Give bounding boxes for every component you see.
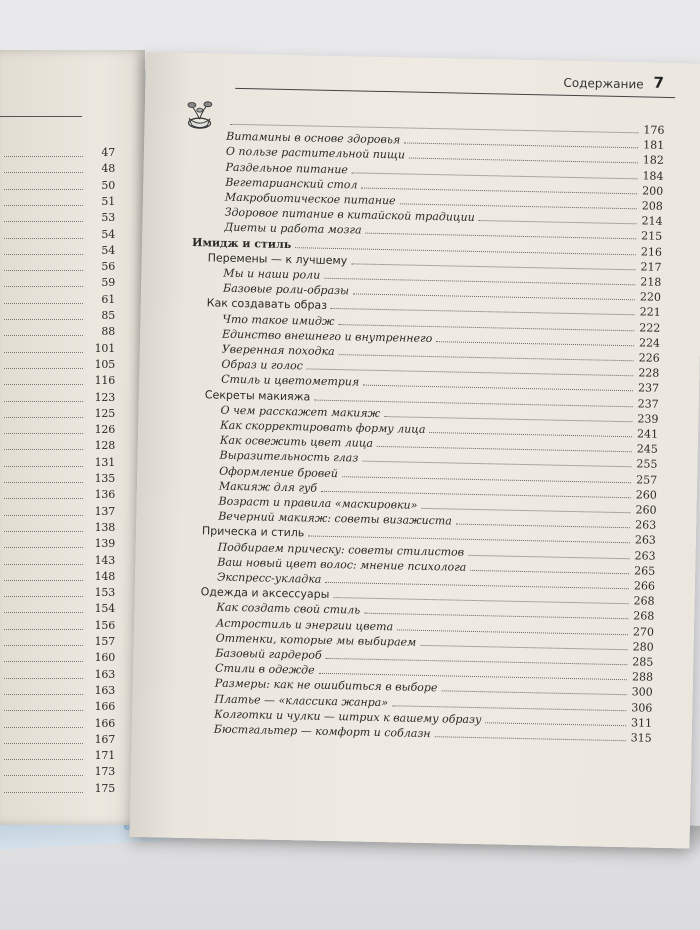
toc-entry-title: Стиль и цветометрия [221,373,360,389]
left-page-number: 173 [94,765,115,779]
left-page-number: 156 [94,618,115,632]
left-page-number: 137 [94,504,115,518]
toc-entry-page: 285 [632,655,654,669]
left-page-number: 153 [94,586,115,600]
toc-entry-page: 241 [636,427,659,441]
left-leader-dots [4,368,83,369]
left-page-number: 47 [101,146,115,159]
toc-entry-page: 208 [641,199,664,213]
toc-entry-title: Здоровое питание в китайской традиции [224,205,475,225]
left-leader-dots [4,172,83,173]
left-leader-dots [4,254,83,255]
toc-entry-page: 220 [639,290,662,305]
toc-entry-title: Единство внешнего и внутреннего [221,327,433,345]
toc-entry-title: Прическа и стиль [201,524,305,540]
toc-entry-title: Астростиль и энергии цвета [215,616,394,633]
toc-entry-page: 215 [641,229,663,244]
toc-entry-title: Перемены — к лучшему [207,251,348,268]
toc-entry-page: 181 [643,138,665,153]
toc-entry-page: 255 [636,457,658,472]
left-page-number: 148 [94,569,115,583]
left-page-number: 88 [101,325,115,339]
left-page-number: 56 [101,260,115,274]
left-leader-dots [4,238,83,239]
page-number: 7 [653,73,665,92]
toc-entry-title: Секреты макияжа [204,387,311,404]
left-page-number: 61 [101,292,115,306]
left-leader-dots [4,189,83,190]
toc-entry-title: Мы и наши роли [223,266,321,282]
toc-entry-page: 300 [631,685,653,700]
toc-entry-title: Базовый гардероб [215,646,322,662]
toc-entry-page: 263 [634,548,656,563]
toc-entry-page: 239 [637,412,659,426]
toc-entry-page: 268 [633,609,655,624]
toc-entry-page: 288 [631,670,654,684]
left-leader-dots [4,466,83,467]
toc-entry-title: Выразительность глаз [219,449,359,465]
toc-entry-title: Имидж и стиль [191,235,292,251]
left-leader-dots [4,449,83,450]
toc-entry-title: Как создавать образ [206,296,328,313]
toc-entry-page: 218 [640,275,662,289]
toc-entry-title: Возраст и правила «маскировки» [218,494,418,512]
left-leader-dots [4,221,83,222]
left-page-number: 167 [94,732,115,746]
left-leader-dots [4,417,83,418]
left-page-number: 163 [94,683,115,697]
left-leader-dots [4,515,83,516]
toc-entry-title: Размеры: как не ошибиться в выборе [214,676,438,695]
toc-entry-title: Вегетарианский стол [225,175,358,192]
left-leader-dots [4,335,83,336]
left-leader-dots [4,775,83,776]
left-page-number: 143 [94,553,115,567]
left-leader-dots [4,759,83,760]
toc-entry-page: 237 [637,381,660,396]
toc-entry-page: 226 [638,351,660,365]
left-page-number: 139 [94,537,115,551]
toc-entry-title: Уверенная походка [221,342,335,359]
left-page-number: 131 [94,455,115,469]
toc-entry-page: 315 [630,731,652,745]
left-page-number: 48 [101,162,115,176]
toc-entry-page: 245 [636,442,658,456]
toc-entry-page: 263 [635,518,657,532]
left-leader-dots [4,270,83,271]
left-page-number: 136 [94,488,115,502]
left-page-number: 160 [94,651,115,665]
table-of-contents [191,113,665,745]
left-leader-dots [4,433,83,434]
toc-entry-page: 265 [634,564,656,578]
toc-entry-page: 263 [634,533,657,548]
left-leader-dots [4,384,83,385]
toc-leader-dots [456,524,630,529]
left-page-number: 175 [94,781,115,795]
toc-entry-page: 260 [635,488,657,502]
left-leader-dots [4,286,83,287]
left-leader-dots [4,482,83,483]
toc-entry-title: Оформление бровей [219,464,338,480]
toc-entry-title: Витамины в основе здоровья [226,129,401,147]
toc-entry-title: Как скорректировать форму лица [220,418,426,436]
toc-entry-title: Ваш новый цвет волос: мнение психолога [217,555,467,574]
left-leader-dots [4,661,83,662]
left-page-number: 128 [94,439,115,453]
toc-entry-title: Оттенки, которые мы выбираем [215,631,417,649]
toc-leader-dots [421,508,630,513]
toc-entry-title: Стили в одежде [214,661,315,677]
toc-leader-dots [470,570,629,574]
left-leader-dots [4,205,83,206]
toc-entry-page: 222 [639,320,661,335]
left-leader-dots [4,498,83,499]
left-leader-dots [4,547,83,548]
toc-entry-page: 257 [636,472,658,487]
toc-leader-dots [435,736,626,741]
toc-entry-title: Экспресс-укладка [216,570,322,586]
toc-entry-title: Как освежить цвет лица [219,433,374,451]
toc-entry-page: 217 [640,260,662,274]
toc-entry-title: Вечерний макияж: советы визажиста [218,509,452,528]
toc-entry-page: 311 [630,716,653,730]
left-page-number: 166 [94,716,115,730]
left-page-number: 54 [101,227,115,241]
toc-entry-title: Базовые роли-образы [222,281,350,298]
toc-entry-page: 221 [639,305,661,320]
toc-entry-title: Бюстгальтер — комфорт и соблазн [213,722,431,741]
left-leader-dots [4,564,83,565]
toc-entry-title: Макияж для губ [218,479,318,495]
left-page-number: 166 [94,700,115,714]
left-page-number: 116 [94,374,115,388]
toc-entry-title: Что такое имидж [222,312,335,328]
toc-leader-dots [420,645,627,650]
toc-leader-dots [441,691,626,696]
left-page-number: 50 [101,178,115,192]
left-leader-dots [4,319,83,320]
left-leader-dots [4,531,83,532]
left-page-number: 54 [101,243,115,257]
toc-leader-dots [479,220,637,224]
left-page [0,50,145,825]
toc-entry-page: 280 [632,640,654,654]
toc-entry-page: 200 [642,184,664,198]
toc-entry-title: Макробиотическое питание [224,190,396,208]
toc-entry-title: Образ и голос [221,357,303,373]
toc-entry-page: 228 [638,366,660,381]
right-page [130,52,700,849]
toc-leader-dots [429,432,632,437]
left-page-number: 157 [94,635,115,648]
left-leader-dots [4,401,83,402]
left-leader-dots [4,645,83,646]
left-leader-dots [4,612,83,613]
left-leader-dots [4,743,83,744]
toc-leader-dots [485,722,626,726]
left-page-number: 105 [94,357,115,371]
toc-entry-page: 268 [633,594,655,608]
toc-entry-page: 270 [632,624,655,639]
toc-leader-dots [468,554,629,558]
toc-entry-title: Одежда и аксессуары [200,585,330,602]
left-page-number: 123 [94,390,115,404]
left-page-number: 51 [101,194,115,208]
left-leader-dots [4,156,83,157]
toc-entry-page: 306 [631,700,653,715]
toc-entry-title: Как создать свой стиль [216,600,361,617]
toc-entry-title: Колготки и чулки — штрих к вашему образу [214,707,482,726]
left-page-number: 126 [94,423,115,437]
left-leader-dots [4,596,83,597]
toc-entry-page: 216 [640,245,663,259]
left-page-number: 138 [94,520,115,534]
left-page-number: 85 [101,309,115,322]
left-leader-dots [4,710,83,711]
left-leader-dots [4,678,83,679]
toc-entry-page: 224 [638,336,661,350]
left-page-number: 101 [94,341,115,355]
left-page-number: 53 [101,211,115,225]
toc-entry-title: Диеты и работа мозга [224,221,362,237]
toc-entry-title: Подбираем прическу: советы стилистов [217,540,465,559]
toc-entry-page: 182 [642,153,664,168]
left-page-number: 163 [94,667,115,681]
toc-entry-page: 176 [643,123,665,137]
toc-entry-page: 184 [642,169,664,183]
left-leader-dots [4,792,83,793]
left-leader-dots [4,580,83,581]
left-leader-dots [4,303,83,304]
toc-entry-title: Раздельное питание [225,160,349,176]
toc-entry-title: О чем расскажет макияж [220,403,381,420]
left-page-number: 154 [94,602,115,616]
left-header-rule [0,116,82,117]
toc-entry-page: 237 [637,396,659,411]
toc-entry-title: О пользе растительной пищи [225,145,406,162]
running-header-title: Содержание [563,75,644,92]
toc-leader-dots [436,341,634,346]
left-page-number: 135 [94,472,115,485]
toc-leader-dots [409,158,638,164]
toc-entry-title: Платье — «классика жанра» [214,692,389,709]
toc-entry-page: 214 [641,214,663,229]
left-leader-dots [4,629,83,630]
toc-entry-page: 260 [635,503,657,517]
left-page-number: 125 [94,406,115,420]
left-page-number: 59 [101,276,115,290]
left-leader-dots [4,694,83,695]
left-page-number: 171 [94,749,115,763]
left-leader-dots [4,352,83,353]
toc-entry-page: 266 [633,579,656,593]
left-leader-dots [4,727,83,728]
